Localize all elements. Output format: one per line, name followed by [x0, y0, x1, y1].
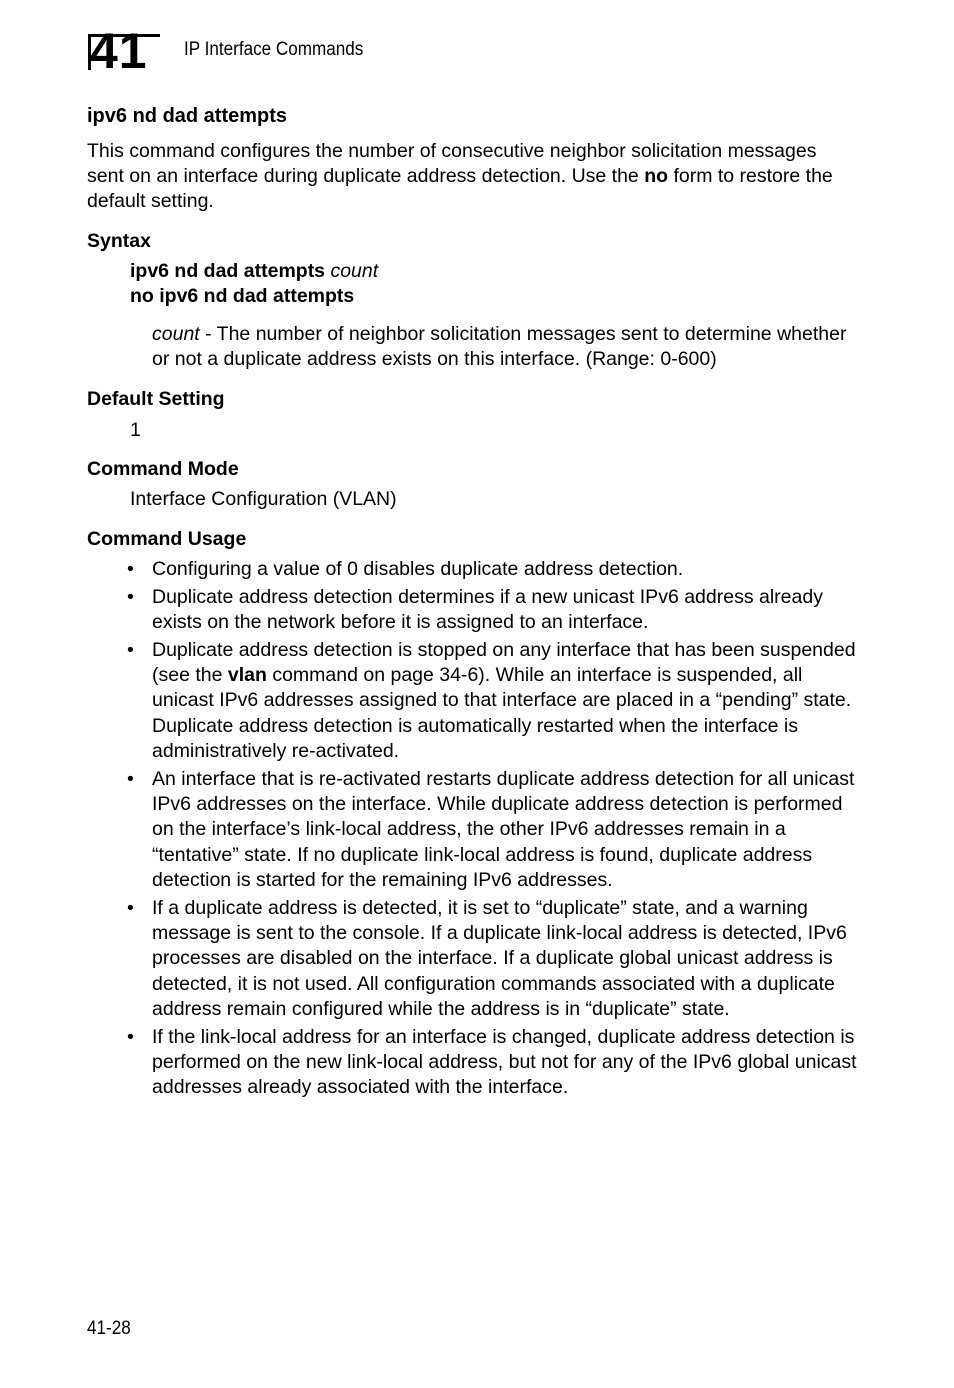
chapter-number: 41: [90, 23, 148, 79]
list-item-text: command on page 34-6). While an interface is suspended, all unicast IPv6 addresses assigned to that interface are placed in a “pending” state. Duplicate address detection is automatically restarted when the interface is administratively re-activated.: [152, 664, 852, 763]
default-setting-heading: Default Setting: [87, 388, 225, 410]
command-mode-heading: Command Mode: [87, 458, 239, 480]
default-setting-value: 1: [130, 419, 141, 441]
running-header-title: IP Interface Commands: [184, 39, 364, 60]
syntax-heading: Syntax: [87, 230, 151, 252]
command-title: ipv6 nd dad attempts: [87, 105, 288, 127]
description-text-1: This command configures the number of consecutive neighbor solicitation messages sent on an interface during duplicate address detection. Use the: [87, 140, 817, 187]
bullet-icon: •: [127, 585, 134, 608]
list-item-text: An interface that is re-activated restarts duplicate address detection for all unicast IPv6 addresses on the interface. While duplicate address detection is performed on the interface’s link-local address, the other IPv6 addresses remain in a “tentative” state. If no duplicate link-local address is found, duplicate address detection is started for the remaining IPv6 addresses.: [152, 767, 855, 892]
list-item-text: Duplicate address detection is stopped on any interface that has been suspended (see the: [152, 638, 856, 687]
no-keyword: no: [644, 165, 669, 187]
vlan-keyword: vlan: [227, 664, 267, 687]
parameter-description: [152, 322, 852, 372]
list-item: [127, 1025, 857, 1101]
syntax-command: ipv6 nd dad attempts: [130, 260, 326, 282]
list-item: [127, 557, 857, 582]
description-text-2: form to restore the default setting.: [87, 165, 833, 212]
bullet-icon: •: [127, 896, 134, 919]
bullet-icon: •: [127, 1025, 134, 1048]
list-item-text: If the link-local address for an interface is changed, duplicate address detection is performed on the new link-local address, but not for any of the IPv6 global unicast addresses already associated with the interface.: [152, 1025, 857, 1099]
syntax-line-1: [130, 259, 378, 283]
command-mode-value: Interface Configuration (VLAN): [130, 488, 397, 510]
bullet-icon: •: [127, 558, 134, 580]
list-item: [127, 767, 857, 893]
list-item: [127, 896, 857, 1022]
syntax-parameter: count: [330, 260, 379, 282]
parameter-text: - The number of neighbor solicitation messages sent to determine whether or not a duplicate address exists on this interface. (Range: 0-600): [152, 323, 847, 370]
command-usage-list: [127, 557, 857, 1103]
list-item-text: Duplicate address detection determines if a new unicast IPv6 address already exists on the network before it is assigned to an interface.: [152, 585, 823, 634]
list-item-text: Configuring a value of 0 disables duplicate address detection.: [152, 558, 684, 580]
command-usage-heading: Command Usage: [87, 528, 247, 550]
page-number: 41-28: [87, 1318, 131, 1339]
syntax-line-2: no ipv6 nd dad attempts: [130, 285, 355, 307]
list-item: [127, 638, 857, 764]
bullet-icon: •: [127, 767, 134, 790]
parameter-name: count: [152, 323, 200, 345]
command-description: [87, 139, 857, 214]
bullet-icon: •: [127, 638, 134, 661]
list-item-text: If a duplicate address is detected, it is set to “duplicate” state, and a warning message is sent to the console. If a duplicate link-local address is detected, IPv6 processes are disabled on the interface. If a duplicate global unicast address is detected, it is not used. All configuration commands associated with a duplicate address remain configured while the address is in “duplicate” state.: [152, 896, 847, 1021]
list-item: [127, 585, 857, 636]
